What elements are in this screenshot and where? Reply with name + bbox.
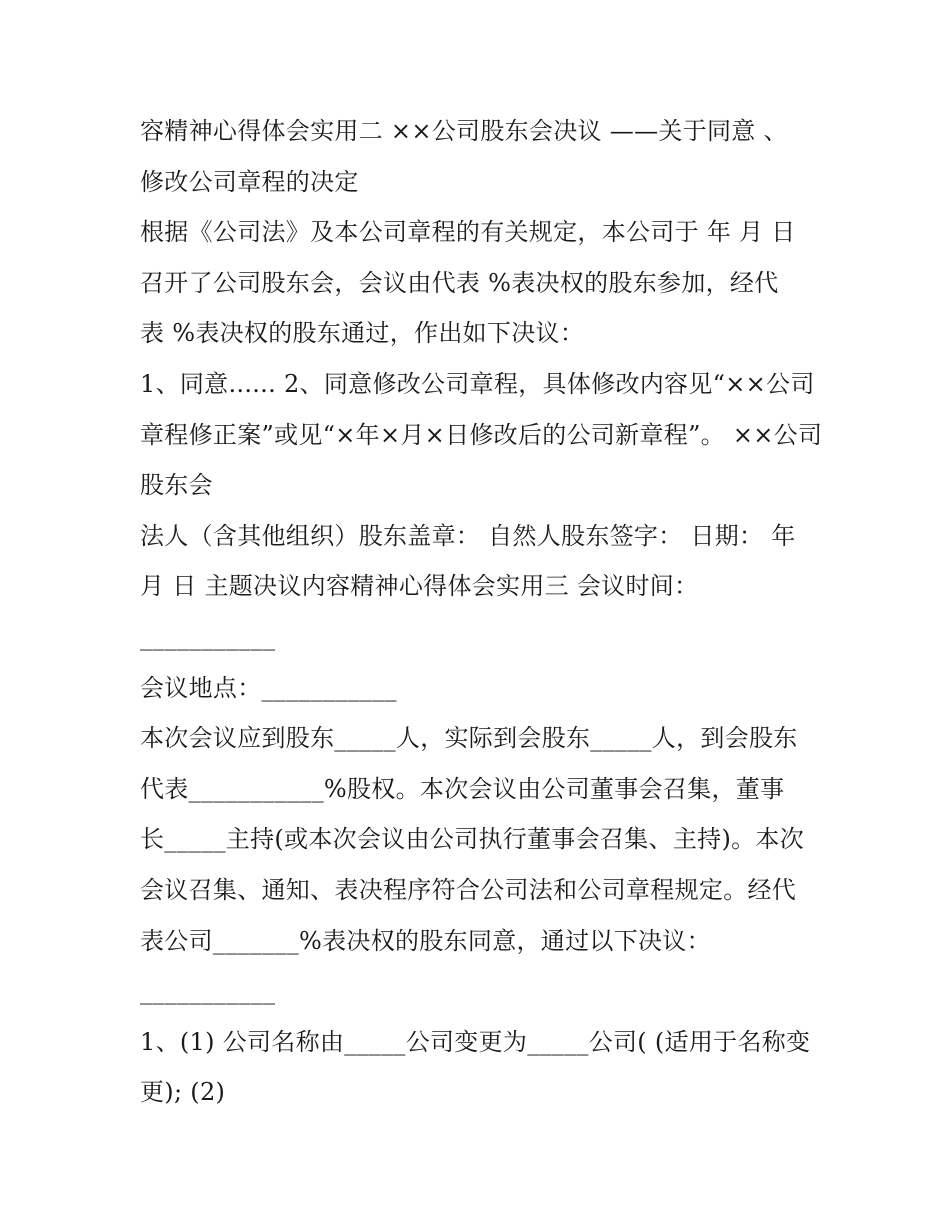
text-line: 更); (2) [140,1078,226,1107]
text-line: 表公司_______%表决权的股东同意，通过以下决议： [140,926,711,955]
text-line: 代表___________%股权。本次会议由公司董事会召集，董事 [140,774,785,803]
text-line: 长_____主持(或本次会议由公司执行董事会召集、主持)。本次 [140,825,805,854]
text-line: 修改公司章程的决定 [140,167,359,196]
text-line: 1、(1) 公司名称由_____公司变更为_____公司( (适用于名称变 [140,1027,811,1056]
text-line: 章程修正案”或见“×年×月×日修改后的公司新章程”。 ××公司 [140,420,823,449]
text-line: 表 %表决权的股东通过，作出如下决议： [140,319,585,348]
text-line: 法人（含其他组织）股东盖章： 自然人股东签字： 日期： 年 [140,521,796,550]
text-line: 容精神心得体会实用二 ××公司股东会决议 ——关于同意 、 [140,117,788,145]
text-line: 本次会议应到股东_____人，实际到会股东_____人，到会股东 [140,724,798,753]
text-line: 会议地点：___________ [140,673,397,702]
text-line: 会议召集、通知、表决程序符合公司法和公司章程规定。经代 [140,875,797,904]
blank-line: ___________ [140,977,276,1006]
text-line: 股东会 [140,471,213,500]
text-line: 1、同意...... 2、同意修改公司章程，具体修改内容见“××公司 [140,369,815,398]
blank-line: ___________ [140,622,276,651]
text-line: 根据《公司法》及本公司章程的有关规定，本公司于 年 月 日 [140,218,796,247]
document-body [140,106,823,1118]
text-line: 月 日 主题决议内容精神心得体会实用三 会议时间： [140,572,699,601]
text-line: 召开了公司股东会，会议由代表 %表决权的股东参加，经代 [140,268,779,297]
